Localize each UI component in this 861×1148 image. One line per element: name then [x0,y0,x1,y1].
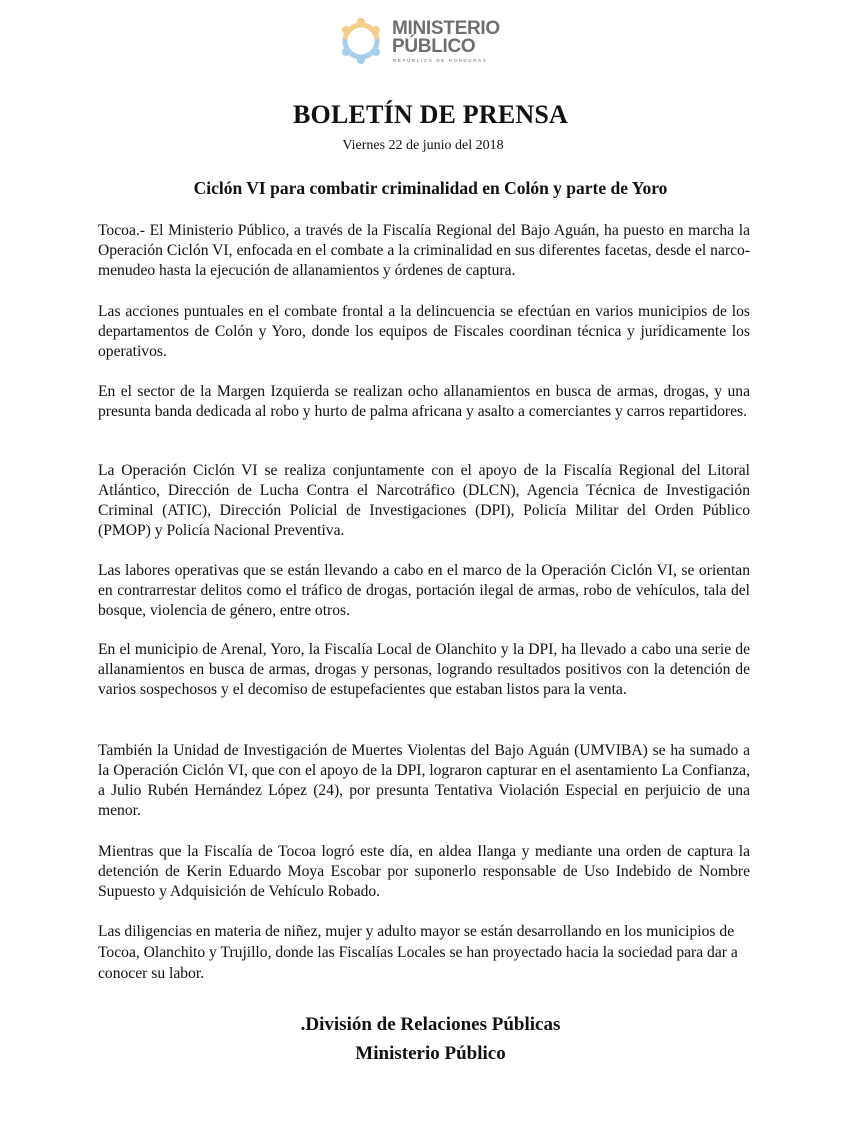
paragraph: Tocoa.- El Ministerio Público, a través de la Fiscalía Regional del Bajo Aguán, ha puesto en marcha la Operación Ciclón VI, enfocada en el combate a la criminalidad en sus diferentes facetas, desde el narco-menudeo hasta la ejecución de allanamientos y órdenes de captura. [98,222,750,279]
paragraph: Las acciones puntuales en el combate frontal a la delincuencia se efectúan en varios municipios de los departamentos de Colón y Yoro, donde los equipos de Fiscales coordinan técnica y jurídicamente los operativos. [98,303,750,360]
logo-text-republica: REPÚBLICA DE HONDURAS [393,58,488,63]
paragraph: Las diligencias en materia de niñez, mujer y adulto mayor se están desarrollando en los municipios de Tocoa, Olanchito y Trujillo, donde las Fiscalías Locales se han proyectado hacia la sociedad para dar a conocer su labor. [98,923,738,982]
paragraph: Las labores operativas que se están llevando a cabo en el marco de la Operación Ciclón VI, se orientan en contrarrestar delitos como el tráfico de drogas, portación ilegal de armas, robo de vehículos, tala del bosque, violencia de género, entre otros. [98,562,750,619]
document-title: BOLETÍN DE PRENSA [292,100,569,129]
people-circle-icon [336,16,386,66]
paragraph: También la Unidad de Investigación de Muertes Violentas del Bajo Aguán (UMVIBA) se ha sumado a la Operación Ciclón VI, que con el apoyo de la DPI, lograron capturar en el asentamiento La Confianza, a Julio Rubén Hernández López (24), por presunta Tentativa Violación Especial en perjuicio de una menor. [98,742,750,819]
headline: Ciclón VI para combatir criminalidad en Colón y parte de Yoro [193,178,668,198]
logo-text-publico: PÚBLICO [392,36,476,57]
signature-division: .División de Relaciones Públicas [300,1014,561,1035]
paragraph: En el sector de la Margen Izquierda se realizan ocho allanamientos en busca de armas, drogas, y una presunta banda dedicada al robo y hurto de palma africana y asalto a comerciantes y carros repartidores. [98,383,750,420]
release-date: Viernes 22 de junio del 2018 [342,138,504,153]
logo-text-ministerio: MINISTERIO [392,18,500,39]
ministerio-publico-logo [336,14,526,70]
signature-ministerio: Ministerio Público [355,1043,506,1064]
paragraph: En el municipio de Arenal, Yoro, la Fiscalía Local de Olanchito y la DPI, ha llevado a cabo una serie de allanamientos en busca de armas, drogas y personas, logrando resultados positivos con la detención de varios sospechosos y el decomiso de estupefacientes que estaban listos para la venta. [98,641,750,698]
paragraph: Mientras que la Fiscalía de Tocoa logró este día, en aldea Ilanga y mediante una orden de captura la detención de Kerin Eduardo Moya Escobar por suponerlo responsable de Uso Indebido de Nombre Supuesto y Adquisición de Vehículo Robado. [98,843,750,900]
paragraph: La Operación Ciclón VI se realiza conjuntamente con el apoyo de la Fiscalía Regional del Litoral Atlántico, Dirección de Lucha Contra el Narcotráfico (DLCN), Agencia Técnica de Investigación Criminal (ATIC), Dirección Policial de Investigaciones (DPI), Policía Militar del Orden Público (PMOP) y Policía Nacional Preventiva. [98,462,750,539]
